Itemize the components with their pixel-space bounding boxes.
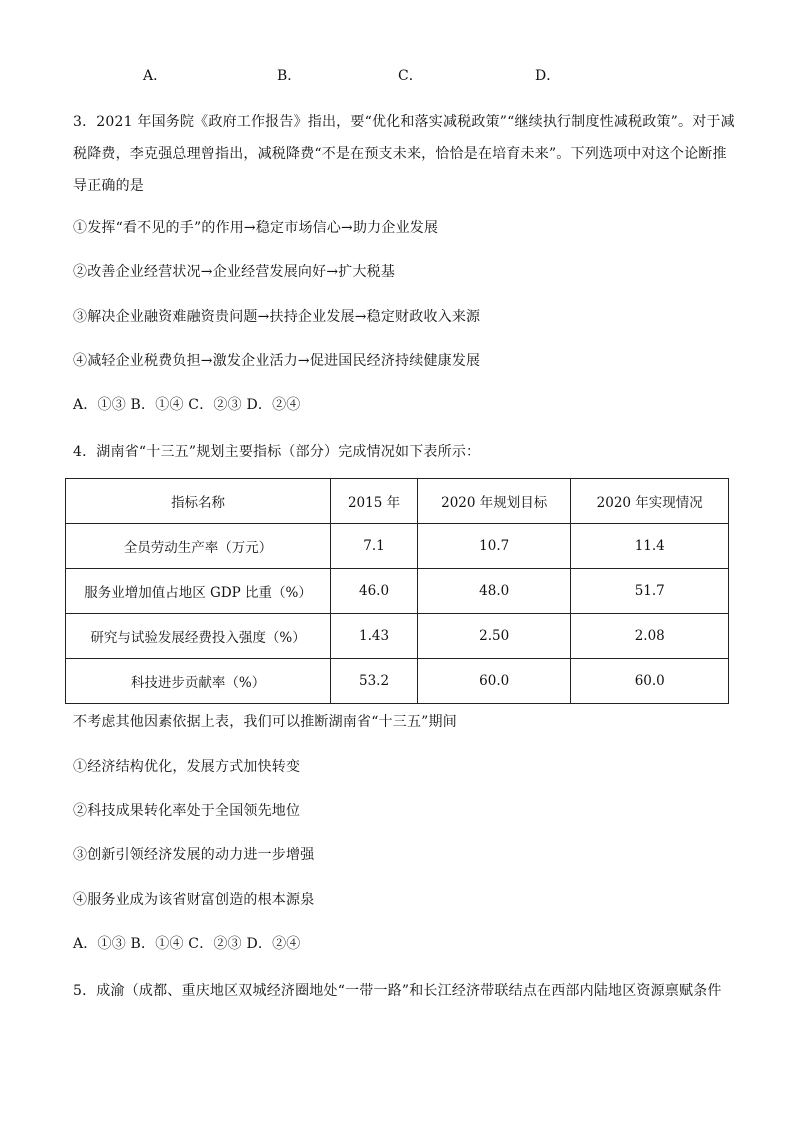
indicator-table bbox=[65, 478, 729, 704]
option-a: A． bbox=[143, 68, 168, 84]
q4-after-table: 不考虑其他因素依据上表，我们可以推断湖南省“十三五”期间 bbox=[73, 714, 457, 730]
table-cell: 53.2 bbox=[331, 659, 418, 704]
table-cell: 60.0 bbox=[571, 659, 729, 704]
q4-item-4: ④服务业成为该省财富创造的根本源泉 bbox=[73, 892, 315, 908]
table-row bbox=[66, 614, 729, 659]
option-b: B． bbox=[277, 68, 302, 84]
table-header-cell: 2020 年实现情况 bbox=[571, 479, 729, 524]
q3-stem-line-3: 导正确的是 bbox=[73, 178, 144, 194]
table-cell: 服务业增加值占地区 GDP 比重（%） bbox=[66, 569, 331, 614]
table-cell: 2.08 bbox=[571, 614, 729, 659]
table-header-row bbox=[66, 479, 729, 524]
q4-item-2: ②科技成果转化率处于全国领先地位 bbox=[73, 803, 301, 819]
table-cell: 7.1 bbox=[331, 524, 418, 569]
table-cell: 48.0 bbox=[417, 569, 571, 614]
option-c: C． bbox=[398, 68, 423, 84]
q3-item-1: ①发挥“看不见的手”的作用→稳定市场信心→助力企业发展 bbox=[73, 220, 439, 236]
table-header-cell: 2015 年 bbox=[331, 479, 418, 524]
q3-stem-line-2: 税降费，李克强总理曾指出，减税降费“不是在预支未来，恰恰是在培育未来”。下列选项中对这个论断推 bbox=[73, 146, 727, 162]
q3-stem-line-1: 3．2021 年国务院《政府工作报告》指出，要“优化和落实减税政策”“继续执行制度性减税政策”。对于减 bbox=[73, 114, 735, 130]
table-row bbox=[66, 569, 729, 614]
q5-stem: 5．成渝（成都、重庆地区双城经济圈地处“一带一路”和长江经济带联结点在西部内陆地区资源禀赋条件 bbox=[73, 983, 722, 999]
table-cell: 研究与试验发展经费投入强度（%） bbox=[66, 614, 331, 659]
q4-choices: A．①③ B．①④ C．②③ D．②④ bbox=[73, 936, 301, 952]
table-cell: 51.7 bbox=[571, 569, 729, 614]
table-row bbox=[66, 659, 729, 704]
q4-item-3: ③创新引领经济发展的动力进一步增强 bbox=[73, 847, 315, 863]
q3-item-3: ③解决企业融资难融资贵问题→扶持企业发展→稳定财政收入来源 bbox=[73, 309, 481, 325]
table-cell: 60.0 bbox=[417, 659, 571, 704]
q3-item-2: ②改善企业经营状况→企业经营发展向好→扩大税基 bbox=[73, 264, 396, 280]
table-cell: 11.4 bbox=[571, 524, 729, 569]
q3-item-4: ④减轻企业税费负担→激发企业活力→促进国民经济持续健康发展 bbox=[73, 353, 481, 369]
table-cell: 46.0 bbox=[331, 569, 418, 614]
q3-choices: A．①③ B．①④ C．②③ D．②④ bbox=[73, 397, 301, 413]
table-cell: 全员劳动生产率（万元） bbox=[66, 524, 331, 569]
q4-stem: 4．湖南省“十三五”规划主要指标（部分）完成情况如下表所示： bbox=[73, 444, 481, 460]
q4-item-1: ①经济结构优化，发展方式加快转变 bbox=[73, 759, 301, 775]
table-header-cell: 2020 年规划目标 bbox=[417, 479, 571, 524]
table-cell: 科技进步贡献率（%） bbox=[66, 659, 331, 704]
table-cell: 10.7 bbox=[417, 524, 571, 569]
option-d: D． bbox=[535, 68, 561, 84]
table-cell: 2.50 bbox=[417, 614, 571, 659]
table-header-cell: 指标名称 bbox=[66, 479, 331, 524]
table-cell: 1.43 bbox=[331, 614, 418, 659]
table-row bbox=[66, 524, 729, 569]
